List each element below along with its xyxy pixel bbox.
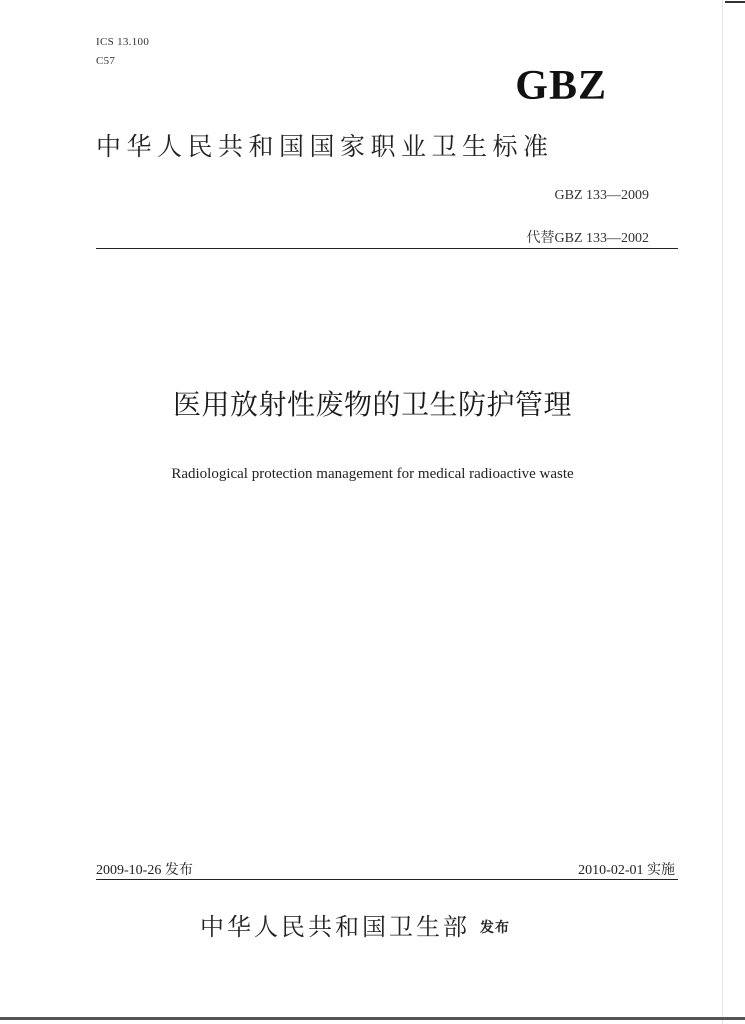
document-title-english: Radiological protection management for medical radioactive waste [171, 466, 574, 482]
scan-edge [722, 0, 723, 1024]
publisher-suffix: 发布 [480, 920, 510, 936]
footer-divider [96, 879, 678, 880]
gbz-logo: GBZ [515, 63, 607, 109]
standard-type-title: 中华人民共和国国家职业卫生标准 [96, 132, 554, 161]
standard-number: GBZ 133—2009 [554, 188, 649, 203]
ics-code: ICS 13.100 [96, 36, 150, 48]
document-title-chinese: 医用放射性废物的卫生防护管理 [172, 388, 572, 421]
scan-edge-bottom [0, 1017, 745, 1020]
replaces-standard: 代替GBZ 133—2002 [526, 231, 649, 246]
scan-mark [725, 1, 745, 3]
publisher [200, 907, 510, 942]
issue-date: 2009-10-26 发布 [96, 863, 193, 878]
implementation-date: 2010-02-01 实施 [578, 863, 675, 878]
ccs-code: C57 [96, 55, 116, 67]
header-divider [96, 248, 678, 249]
publisher-name: 中华人民共和国卫生部 [200, 913, 470, 941]
